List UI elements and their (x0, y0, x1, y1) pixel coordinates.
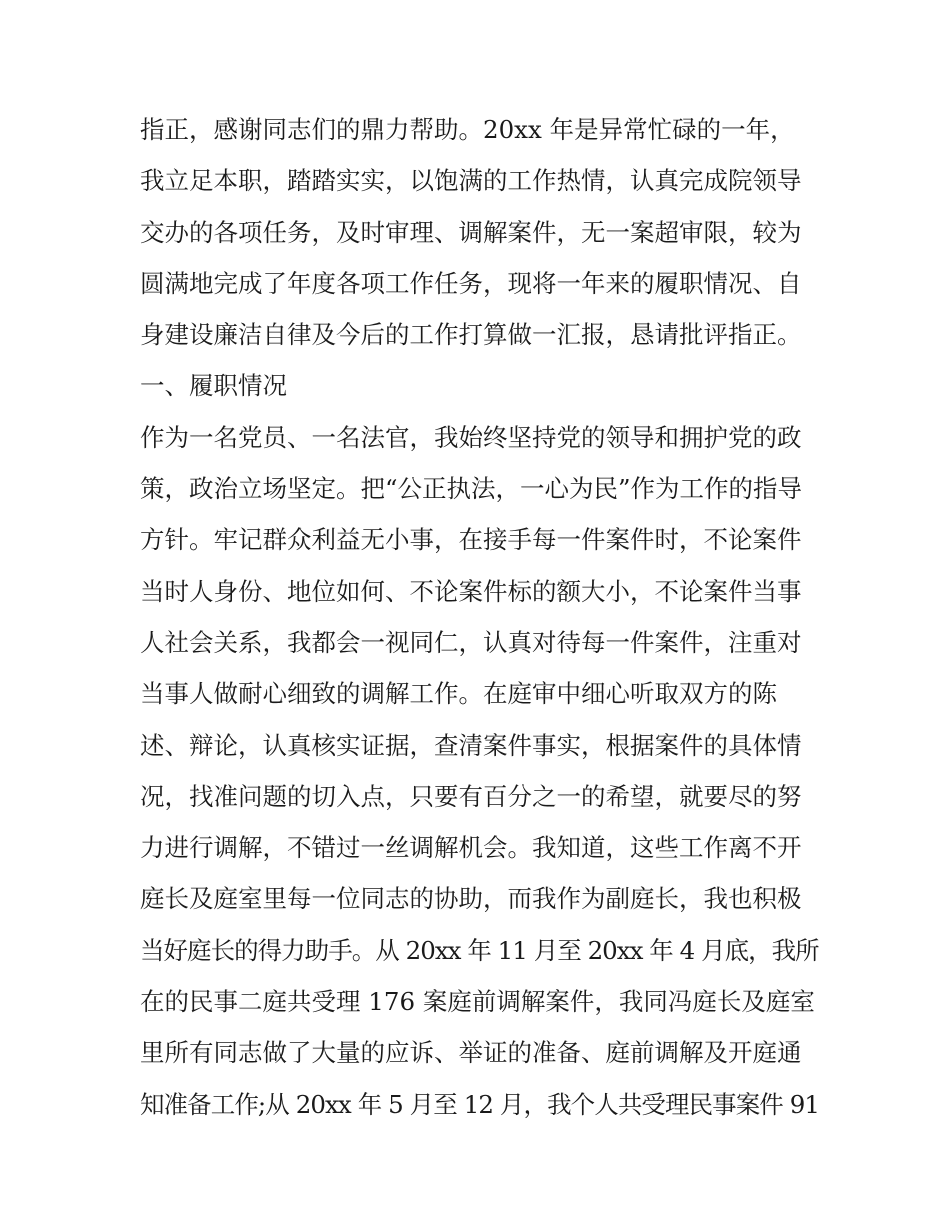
text-line: 当事人做耐心细致的调解工作。在庭审中细心听取双方的陈 (140, 679, 777, 709)
text-line: 里所有同志做了大量的应诉、举证的准备、庭前调解及开庭通 (140, 1038, 802, 1068)
text-line: 交办的各项任务，及时审理、调解案件，无一案超审限，较为 (140, 217, 802, 247)
text-line: 力进行调解，不错过一丝调解机会。我知道，这些工作离不开 (140, 833, 802, 863)
text-line: 庭长及庭室里每一位同志的协助，而我作为副庭长，我也积极 (140, 884, 802, 914)
body-text (140, 104, 820, 1130)
text-line: 作为一名党员、一名法官，我始终坚持党的领导和拥护党的政 (140, 422, 802, 452)
text-line: 方针。牢记群众利益无小事，在接手每一件案件时，不论案件 (140, 525, 802, 555)
text-line: 当好庭长的得力助手。从 20xx 年 11 月至 20xx 年 4 月底，我所 (140, 935, 819, 965)
text-line: 人社会关系，我都会一视同仁，认真对待每一件案件，注重对 (140, 627, 802, 657)
text-line: 圆满地完成了年度各项工作任务，现将一年来的履职情况、自 (140, 268, 802, 298)
section-heading: 一、履职情况 (140, 371, 287, 401)
text-line: 我立足本职，踏踏实实，以饱满的工作热情，认真完成院领导 (140, 166, 802, 196)
text-line: 在的民事二庭共受理 176 案庭前调解案件，我同冯庭长及庭室 (140, 987, 815, 1017)
text-line: 述、辩论，认真核实证据，查清案件事实，根据案件的具体情 (140, 730, 802, 760)
text-line: 知准备工作;从 20xx 年 5 月至 12 月，我个人共受理民事案件 91 (140, 1089, 820, 1119)
text-line: 指正，感谢同志们的鼎力帮助。20xx 年是异常忙碌的一年， (140, 115, 795, 144)
text-line: 身建设廉洁自律及今后的工作打算做一汇报，恳请批评指正。 (140, 320, 802, 350)
text-line: 况，找准问题的切入点，只要有百分之一的希望，就要尽的努 (140, 781, 802, 811)
text-line: 策，政治立场坚定。把“公正执法，一心为民”作为工作的指导 (140, 474, 803, 504)
text-line: 当时人身份、地位如何、不论案件标的额大小，不论案件当事 (140, 576, 802, 606)
